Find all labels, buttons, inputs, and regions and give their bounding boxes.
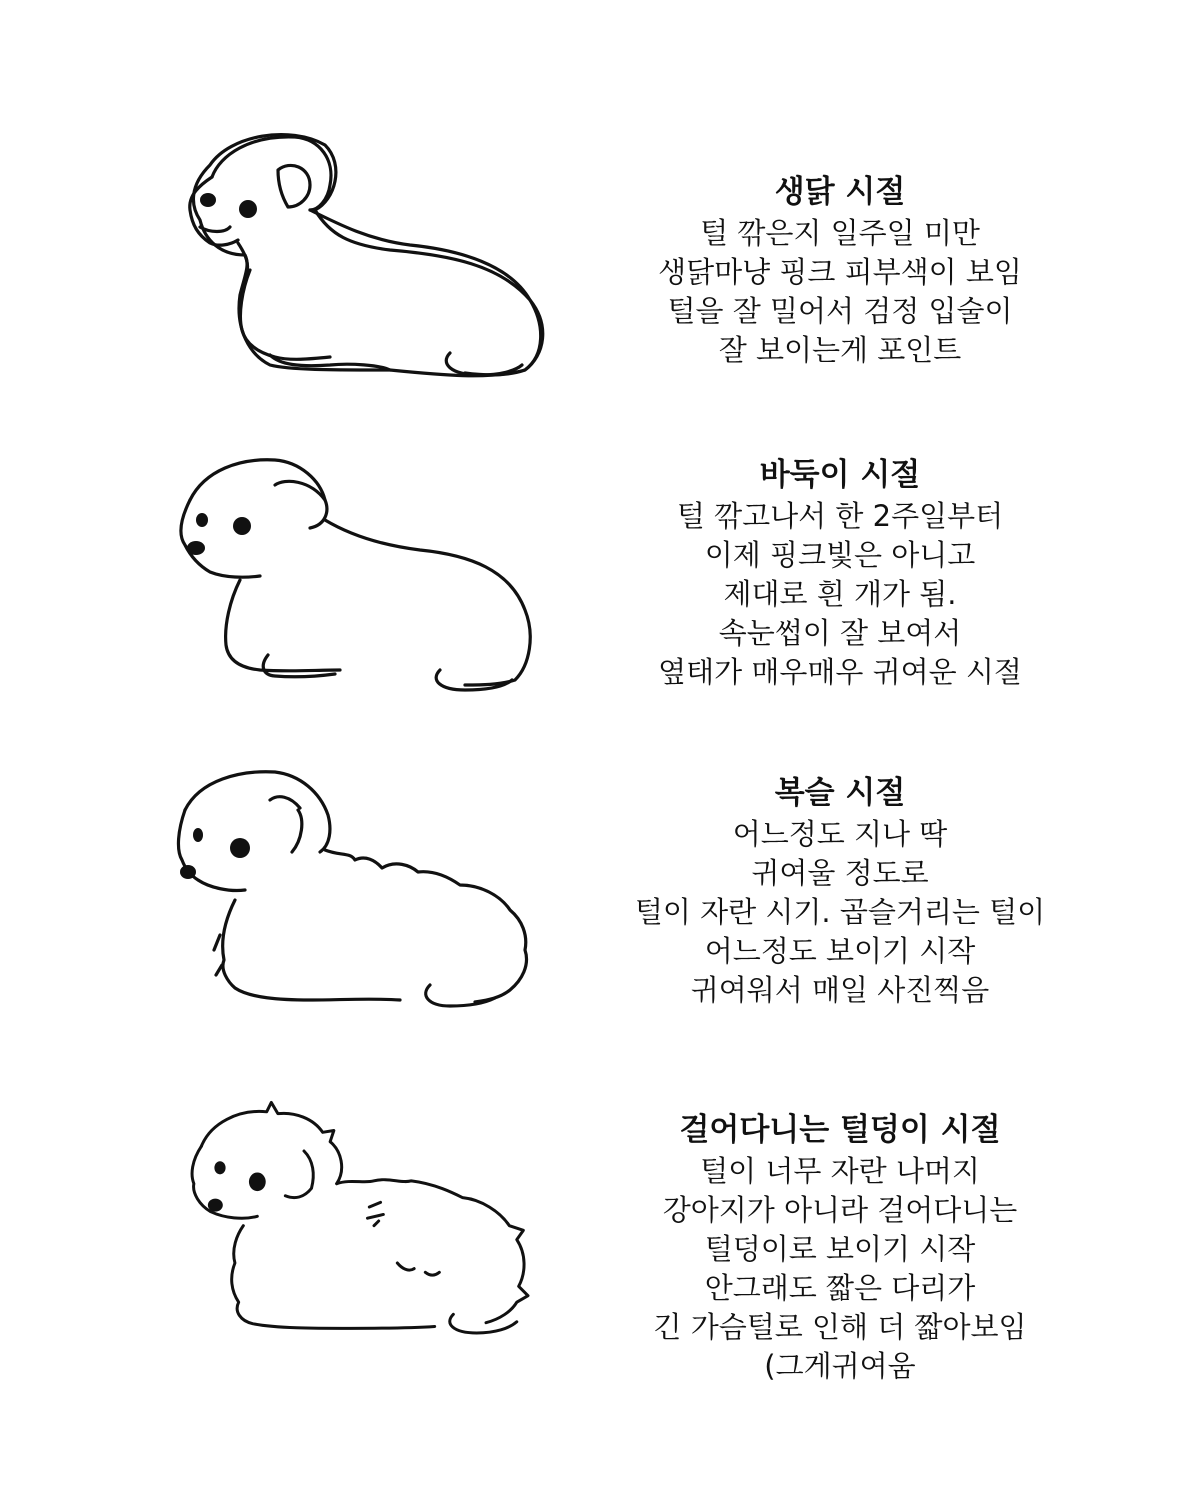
smooth-white-puppy-illustration [150, 440, 570, 720]
section-caption-1 [610, 172, 1070, 370]
caption-line: 강아지가 아니라 걸어다니는 [662, 1193, 1018, 1227]
section-caption-3 [610, 773, 1070, 1010]
caption-line: 옆태가 매우매우 귀여운 시절 [658, 655, 1022, 689]
caption-line: 긴 가슴털로 인해 더 짧아보임 [653, 1310, 1027, 1344]
section-title: 복슬 시절 [774, 775, 906, 811]
caption-line: 안그래도 짧은 다리가 [704, 1271, 976, 1305]
caption-line: 털을 잘 밀어서 검정 입술이 [667, 294, 1013, 328]
section-caption-2 [610, 455, 1070, 692]
caption-line: 털 깎고나서 한 2주일부터 [676, 499, 1004, 533]
caption-line: 어느정도 지나 딱 [732, 817, 948, 851]
caption-line: (그게귀여움 [764, 1349, 916, 1383]
section-title: 걸어다니는 털덩이 시절 [679, 1112, 1001, 1148]
caption-line: 제대로 흰 개가 됨. [723, 577, 957, 611]
caption-line: 이제 핑크빛은 아니고 [704, 538, 976, 572]
section-title: 생닭 시절 [774, 174, 906, 210]
caption-line: 털덩이로 보이기 시작 [704, 1232, 976, 1266]
caption-line: 귀여워서 매일 사진찍음 [690, 973, 990, 1007]
caption-line: 생닭마냥 핑크 피부색이 보임 [658, 255, 1022, 289]
caption-line: 속눈썹이 잘 보여서 [718, 616, 962, 650]
shaved-pink-puppy-illustration [150, 125, 570, 405]
section-caption-4 [610, 1110, 1070, 1386]
caption-line: 털이 너무 자란 나머지 [700, 1154, 980, 1188]
section-title: 바둑이 시절 [759, 457, 921, 493]
caption-line: 털이 자란 시기. 곱슬거리는 털이 [634, 895, 1046, 929]
long-haired-fluffy-puppy-illustration [150, 1095, 570, 1375]
caption-line: 귀여울 정도로 [751, 856, 929, 890]
caption-line: 어느정도 보이기 시작 [704, 934, 976, 968]
fluffy-puppy-illustration [150, 760, 570, 1040]
caption-line: 털 깎은지 일주일 미만 [700, 216, 980, 250]
caption-line: 잘 보이는게 포인트 [718, 333, 962, 367]
